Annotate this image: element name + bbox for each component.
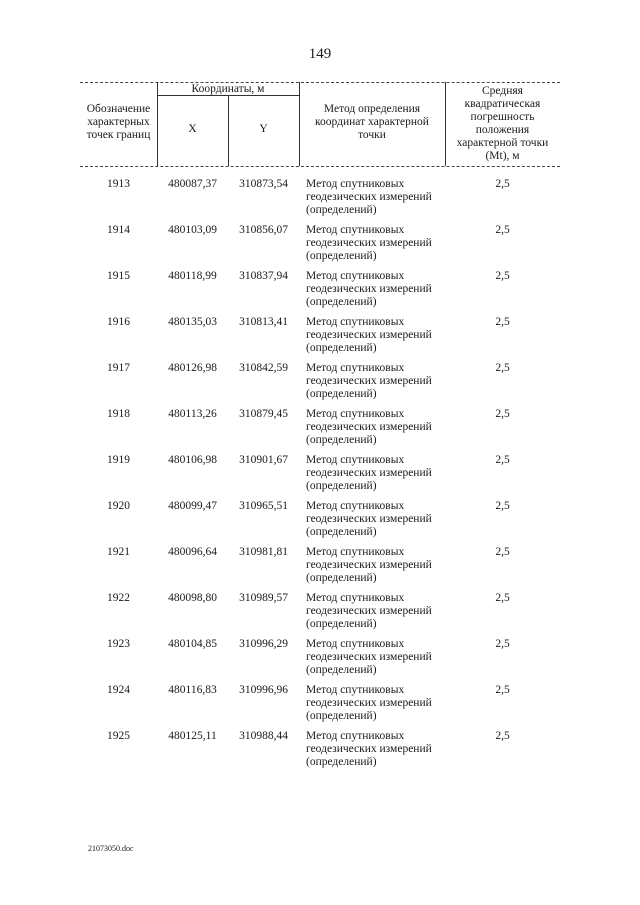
method-line: геодезических измерений (306, 605, 432, 617)
header-line: Средняя (482, 85, 523, 97)
error-value: 2,5 (495, 224, 510, 236)
point-id: 1921 (107, 546, 130, 558)
coord-x: 480087,37 (168, 178, 217, 190)
coord-x: 480096,64 (168, 546, 217, 558)
method-line: геодезических измерений (306, 467, 432, 479)
method-line: геодезических измерений (306, 697, 432, 709)
method-cell (306, 362, 456, 401)
header-bottom-border (80, 166, 560, 167)
method-line: (определений) (306, 526, 377, 538)
method-cell (306, 408, 456, 447)
point-id: 1916 (107, 316, 130, 328)
coord-y: 310988,44 (239, 730, 288, 742)
point-id: 1918 (107, 408, 130, 420)
method-line: геодезических измерений (306, 651, 432, 663)
error-value: 2,5 (495, 638, 510, 650)
error-value: 2,5 (495, 178, 510, 190)
method-cell (306, 454, 456, 493)
method-cell (306, 270, 456, 309)
error-value: 2,5 (495, 454, 510, 466)
method-cell (306, 178, 456, 217)
header-line: характерной точки (456, 137, 549, 149)
method-line: геодезических измерений (306, 743, 432, 755)
coord-x: 480104,85 (168, 638, 217, 650)
header-method (299, 103, 445, 142)
method-line: геодезических измерений (306, 513, 432, 525)
header-line: точки (358, 129, 386, 141)
method-line: геодезических измерений (306, 237, 432, 249)
coord-y: 310813,41 (239, 316, 288, 328)
method-line: геодезических измерений (306, 191, 432, 203)
method-line: Метод спутниковых (306, 362, 405, 374)
header-line: погрешность (470, 111, 535, 123)
method-line: Метод спутниковых (306, 454, 405, 466)
method-line: (определений) (306, 480, 377, 492)
coord-x: 480126,98 (168, 362, 217, 374)
method-line: (определений) (306, 342, 377, 354)
header-line: Обозначение (86, 103, 151, 115)
point-id: 1914 (107, 224, 130, 236)
coord-x: 480113,26 (168, 408, 217, 420)
method-line: (определений) (306, 250, 377, 262)
method-line: Метод спутниковых (306, 730, 405, 742)
header-line: положения (475, 124, 530, 136)
method-line: геодезических измерений (306, 421, 432, 433)
point-id: 1917 (107, 362, 130, 374)
method-line: Метод спутниковых (306, 684, 405, 696)
coord-y: 310837,94 (239, 270, 288, 282)
method-cell (306, 592, 456, 631)
error-value: 2,5 (495, 408, 510, 420)
header-error (445, 85, 560, 163)
point-id: 1919 (107, 454, 130, 466)
point-id: 1923 (107, 638, 130, 650)
method-line: Метод спутниковых (306, 270, 405, 282)
method-line: (определений) (306, 710, 377, 722)
method-line: (определений) (306, 204, 377, 216)
method-line: (определений) (306, 434, 377, 446)
coord-y: 310981,81 (239, 546, 288, 558)
error-value: 2,5 (495, 270, 510, 282)
method-line: Метод спутниковых (306, 638, 405, 650)
method-cell (306, 730, 456, 769)
footer-filename: 21073050.doc (88, 844, 134, 853)
point-id: 1922 (107, 592, 130, 604)
method-cell (306, 500, 456, 539)
method-line: (определений) (306, 388, 377, 400)
coord-x: 480125,11 (168, 730, 217, 742)
header-coordinates: Координаты, м (191, 83, 265, 95)
error-value: 2,5 (495, 546, 510, 558)
error-value: 2,5 (495, 316, 510, 328)
method-line: геодезических измерений (306, 559, 432, 571)
method-cell (306, 638, 456, 677)
header-line: квадратическая (464, 98, 541, 110)
method-line: геодезических измерений (306, 329, 432, 341)
method-line: (определений) (306, 664, 377, 676)
coord-x: 480103,09 (168, 224, 217, 236)
coord-y: 310965,51 (239, 500, 288, 512)
coord-y: 310873,54 (239, 178, 288, 190)
method-line: Метод спутниковых (306, 592, 405, 604)
method-line: Метод спутниковых (306, 546, 405, 558)
error-value: 2,5 (495, 362, 510, 374)
error-value: 2,5 (495, 500, 510, 512)
coord-y: 310996,29 (239, 638, 288, 650)
method-line: геодезических измерений (306, 375, 432, 387)
error-value: 2,5 (495, 684, 510, 696)
method-line: Метод спутниковых (306, 316, 405, 328)
coord-y: 310856,07 (239, 224, 288, 236)
method-cell (306, 546, 456, 585)
header-line: координат характерной (315, 116, 429, 128)
header-line: характерных (87, 116, 150, 128)
header-y: Y (259, 123, 268, 135)
coord-x: 480098,80 (168, 592, 217, 604)
method-line: (определений) (306, 572, 377, 584)
coord-x: 480118,99 (168, 270, 217, 282)
header-designation (80, 103, 157, 142)
error-value: 2,5 (495, 730, 510, 742)
point-id: 1920 (107, 500, 130, 512)
method-line: геодезических измерений (306, 283, 432, 295)
method-line: (определений) (306, 756, 377, 768)
header-x: X (188, 123, 197, 135)
coord-x: 480106,98 (168, 454, 217, 466)
method-line: Метод спутниковых (306, 224, 405, 236)
coord-y: 310842,59 (239, 362, 288, 374)
point-id: 1913 (107, 178, 130, 190)
method-line: (определений) (306, 296, 377, 308)
coord-x: 480099,47 (168, 500, 217, 512)
error-value: 2,5 (495, 592, 510, 604)
coord-y: 310901,67 (239, 454, 288, 466)
coord-x: 480116,83 (168, 684, 217, 696)
page-number: 149 (308, 46, 332, 62)
coord-y: 310879,45 (239, 408, 288, 420)
point-id: 1925 (107, 730, 130, 742)
method-cell (306, 224, 456, 263)
method-line: Метод спутниковых (306, 408, 405, 420)
table-top-border (80, 82, 560, 83)
method-cell (306, 316, 456, 355)
header-line: (Mt), м (485, 150, 520, 162)
method-line: Метод спутниковых (306, 500, 405, 512)
point-id: 1924 (107, 684, 130, 696)
point-id: 1915 (107, 270, 130, 282)
coord-y: 310996,96 (239, 684, 288, 696)
method-line: Метод спутниковых (306, 178, 405, 190)
header-line: точек границ (86, 129, 151, 141)
method-line: (определений) (306, 618, 377, 630)
coord-y: 310989,57 (239, 592, 288, 604)
coord-x: 480135,03 (168, 316, 217, 328)
method-cell (306, 684, 456, 723)
header-line: Метод определения (323, 103, 421, 115)
